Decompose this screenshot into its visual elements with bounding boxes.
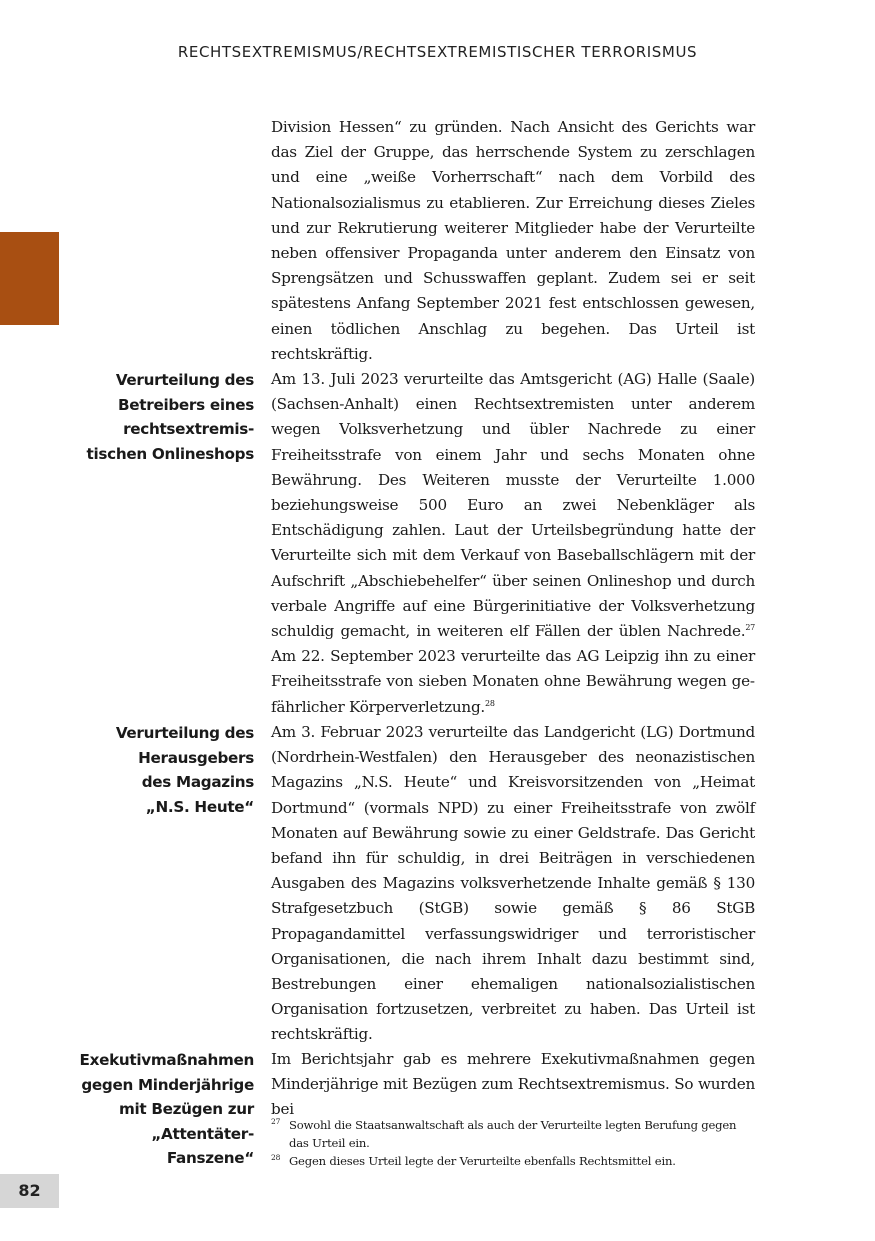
paragraph-text: Division Hessen“ zu gründen. Nach Ansicht des Gerichts war das Ziel der Gruppe, das herrschende System zu zerschlagen und eine „weiße Vorherrschaft“ nach dem Vorbild des Nationalsozialismus zu etablieren. Zur Erreichung dieses Zieles und zur Rekrutierung weiterer Mitglieder habe der Verurteilte neben offensiver Propaganda unter anderem den Einsatz von Sprengsätzen und Schusswaffen geplant. Zudem sei er seit spätestens Anfang September 2021 fest entschlossen gewesen, einen tödlichen Anschlag zu begehen. Das Urteil ist rechtskräftig. xyxy=(271,118,755,363)
margin-heading-onlineshop xyxy=(60,368,254,466)
footnote-ref-28[interactable]: 28 xyxy=(485,698,495,708)
margin-heading-line: Herausgebers xyxy=(138,748,254,767)
page-number: 82 xyxy=(0,1174,59,1208)
paragraph-text: Im Berichtsjahr gab es mehrere Exekutivmaßnahmen gegen Minderjährige mit Bezügen zum Rechtsextremismus. So wurden bei xyxy=(271,1050,755,1119)
margin-heading-line: tischen Onlineshops xyxy=(86,444,254,463)
paragraph-text: Am 3. Februar 2023 verurteilte das Landgericht (LG) Dortmund (Nordrhein-Westfalen) den Herausgeber des neonazistischen Magazins „N.S. Heute“ und Kreisvorsitzenden von „Heimat Dortmund“ (vormals NPD) zu einer Freiheitsstrafe von zwölf Monaten auf Bewährung sowie zu einer Geldstrafe. Das Gericht befand ihn für schuldig, in drei Beiträgen in verschiedenen Ausgaben des Magazins volksverhetzende Inhalte gemäß § 130 Strafgesetzbuch (StGB) sowie gemäß § 86 StGB Propagandamittel verfassungswidriger und terroristischer Organisationen, die nach ihrem Inhalt dazu bestimmt sind, Bestrebungen einer ehemaligen nationalsozialistischen Organisation fortzusetzen, verbreitet zu haben. Das Urteil ist rechtskräftig. xyxy=(271,723,755,1044)
footnote-text: Gegen dieses Urteil legte der Verurteilte ebenfalls Rechtsmittel ein. xyxy=(289,1154,676,1168)
paragraph-ns-heute xyxy=(271,720,755,1048)
footnote-ref-27[interactable]: 27 xyxy=(745,623,755,633)
margin-heading-exekutivmassnahmen xyxy=(60,1048,254,1171)
margin-heading-line: Exekutivmaßnahmen xyxy=(79,1051,254,1069)
footnotes xyxy=(271,1116,755,1170)
margin-heading-line: des Magazins xyxy=(141,773,254,791)
margin-heading-line: „Attentäter- xyxy=(151,1124,254,1143)
margin-heading-line: gegen Minderjährige xyxy=(81,1075,254,1094)
footnote-number: 28 xyxy=(271,1153,281,1162)
section-color-tab xyxy=(0,232,59,325)
margin-heading-ns-heute xyxy=(60,721,254,819)
paragraph-continuation xyxy=(271,115,755,367)
paragraph-exekutivmassnahmen xyxy=(271,1047,755,1123)
paragraph-text xyxy=(271,367,755,720)
running-header: RECHTSEXTREMISMUS/RECHTSEXTREMISTISCHER TERRORISMUS xyxy=(177,43,698,61)
margin-heading-line: mit Bezügen zur xyxy=(118,1100,254,1118)
margin-heading-line: Verurteilung des xyxy=(115,371,254,389)
margin-heading-line: Betreibers eines xyxy=(118,395,254,414)
paragraph-part-a: Am 13. Juli 2023 verurteilte das Amtsgericht (AG) Halle (Saale) (Sachsen-Anhalt) einen Rechtsextremisten unter anderem wegen Volksverhetzung und übler Nachrede zu einer Freiheitsstrafe von einem Jahr und sechs Monaten ohne Bewährung. Des Weiteren musste der Verurteilte 1.000 beziehungsweise 500 Euro an zwei Nebenkläger als Entschädigung zahlen. Laut der Urteilsbegründung hatte der Verurteilte sich mit dem Verkauf von Baseballschlägern mit der Aufschrift „Abschiebehelfer“ über seinen Onlineshop und durch verbale Angriffe auf eine Bürgerinitiative der Volksverhetzung schuldig gemacht, in weiteren elf Fällen der üblen Nachrede. xyxy=(271,370,755,641)
paragraph-onlineshop xyxy=(271,367,755,720)
footnote-number: 27 xyxy=(271,1117,281,1126)
paragraph-part-b: Am 22. September 2023 verurteilte das AG Leipzig ihn zu einer Freiheitsstrafe von sieben Monaten ohne Bewährung wegen gefährlicher Körperverletzung. xyxy=(271,647,755,716)
margin-heading-line: „N.S. Heute“ xyxy=(145,797,254,816)
footnote-27 xyxy=(271,1116,755,1152)
footnote-text: Sowohl die Staatsanwaltschaft als auch der Verurteilte legten Berufung gegen das Urteil ein. xyxy=(289,1118,737,1150)
margin-heading-line: Verurteilung des xyxy=(115,724,254,742)
margin-heading-line: rechtsextremis- xyxy=(123,420,254,438)
footnote-28 xyxy=(271,1152,755,1170)
margin-heading-line: Fanszene“ xyxy=(166,1149,254,1167)
